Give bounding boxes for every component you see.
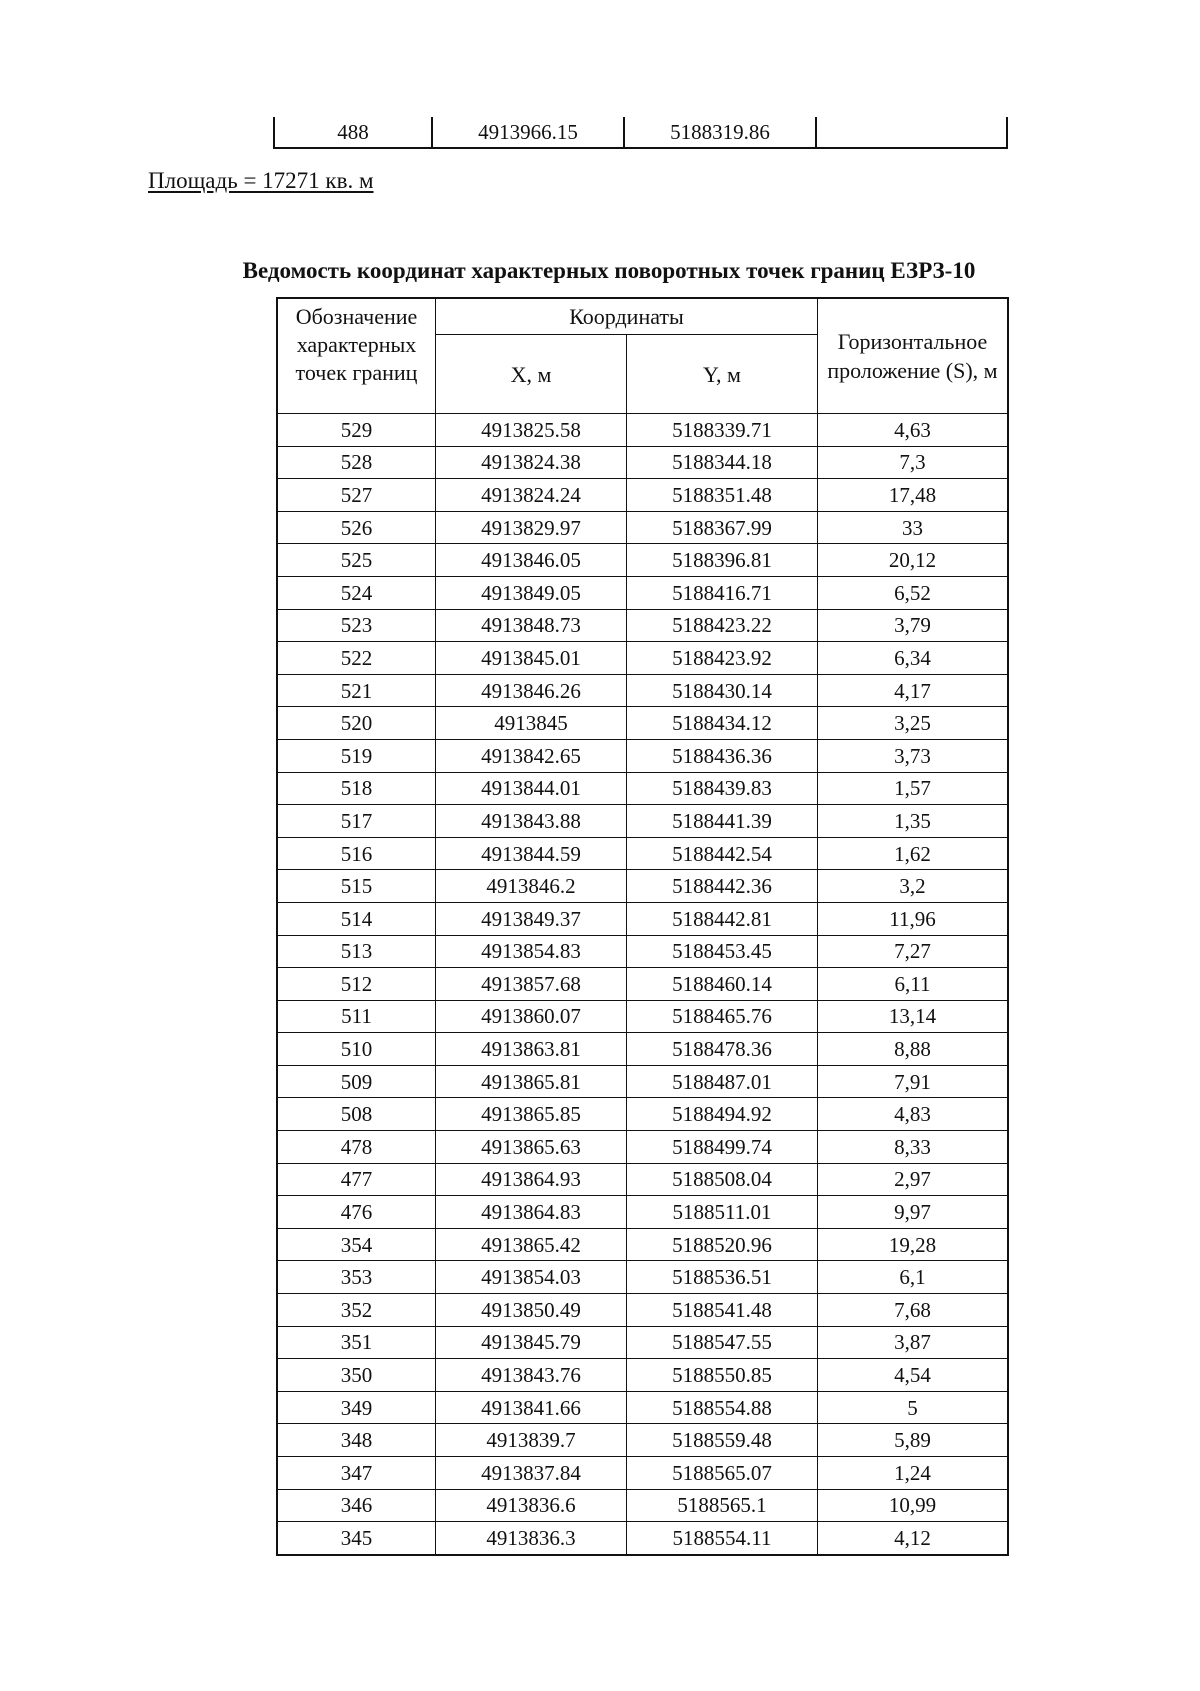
table-row [278, 805, 1008, 838]
table-row [278, 1261, 1008, 1294]
coordinates-group-header: Координаты [436, 299, 818, 335]
area-total: Площадь = 17271 кв. м [148, 168, 374, 193]
y-coordinate-cell: 5188319.86 [624, 117, 816, 148]
x-coordinate-cell: 4913865.85 [436, 1098, 627, 1131]
y-coordinate-cell: 5188478.36 [627, 1033, 818, 1066]
y-coordinate-cell: 5188442.36 [627, 870, 818, 903]
table-row [278, 1196, 1008, 1229]
point-number-cell: 351 [278, 1326, 436, 1359]
point-number-cell: 528 [278, 446, 436, 479]
distance-cell: 3,73 [818, 739, 1008, 772]
x-coordinate-cell: 4913841.66 [436, 1391, 627, 1424]
y-coordinate-cell: 5188367.99 [627, 511, 818, 544]
distance-cell: 13,14 [818, 1000, 1008, 1033]
y-coordinate-cell: 5188550.85 [627, 1359, 818, 1392]
distance-cell [816, 117, 1007, 148]
table-row [278, 1098, 1008, 1131]
y-coordinate-cell: 5188465.76 [627, 1000, 818, 1033]
distance-cell: 1,35 [818, 805, 1008, 838]
point-number-cell: 348 [278, 1424, 436, 1457]
table-row [278, 1489, 1008, 1522]
point-number-cell: 353 [278, 1261, 436, 1294]
point-number-cell: 522 [278, 642, 436, 675]
point-number-cell: 529 [278, 414, 436, 447]
point-number-cell: 516 [278, 837, 436, 870]
y-coordinate-cell: 5188423.22 [627, 609, 818, 642]
distance-cell: 3,79 [818, 609, 1008, 642]
y-column-header: Y, м [627, 335, 818, 414]
distance-cell: 1,57 [818, 772, 1008, 805]
point-number-cell: 521 [278, 674, 436, 707]
distance-cell: 4,63 [818, 414, 1008, 447]
point-number-cell: 488 [274, 117, 432, 148]
table-row [278, 1163, 1008, 1196]
point-number-cell: 510 [278, 1033, 436, 1066]
document-title: Ведомость координат характерных поворотных точек границ ЕЗРЗ-10 [242, 258, 976, 283]
x-coordinate-cell: 4913849.05 [436, 576, 627, 609]
y-coordinate-cell: 5188547.55 [627, 1326, 818, 1359]
table-row [278, 1359, 1008, 1392]
point-number-cell: 524 [278, 576, 436, 609]
y-coordinate-cell: 5188554.88 [627, 1391, 818, 1424]
table-row [278, 609, 1008, 642]
x-coordinate-cell: 4913966.15 [432, 117, 624, 148]
point-number-cell: 478 [278, 1131, 436, 1164]
distance-cell: 1,62 [818, 837, 1008, 870]
y-coordinate-cell: 5188565.1 [627, 1489, 818, 1522]
x-coordinate-cell: 4913829.97 [436, 511, 627, 544]
x-coordinate-cell: 4913844.59 [436, 837, 627, 870]
table-row [274, 117, 1007, 148]
point-number-cell: 512 [278, 968, 436, 1001]
y-coordinate-cell: 5188520.96 [627, 1228, 818, 1261]
horizontal-distance-header: Горизонтальное проложение (S), м [818, 299, 1008, 414]
distance-cell: 4,17 [818, 674, 1008, 707]
x-coordinate-cell: 4913864.83 [436, 1196, 627, 1229]
coordinates-table [277, 298, 1008, 1555]
distance-cell: 10,99 [818, 1489, 1008, 1522]
x-coordinate-cell: 4913845.01 [436, 642, 627, 675]
point-number-cell: 517 [278, 805, 436, 838]
table-row [278, 1033, 1008, 1066]
x-coordinate-cell: 4913825.58 [436, 414, 627, 447]
point-number-cell: 350 [278, 1359, 436, 1392]
distance-cell: 8,88 [818, 1033, 1008, 1066]
point-number-cell: 519 [278, 739, 436, 772]
y-coordinate-cell: 5188441.39 [627, 805, 818, 838]
table-row [278, 446, 1008, 479]
x-coordinate-cell: 4913844.01 [436, 772, 627, 805]
y-coordinate-cell: 5188344.18 [627, 446, 818, 479]
x-coordinate-cell: 4913846.2 [436, 870, 627, 903]
x-coordinate-cell: 4913843.76 [436, 1359, 627, 1392]
distance-cell: 7,3 [818, 446, 1008, 479]
x-coordinate-cell: 4913865.63 [436, 1131, 627, 1164]
y-coordinate-cell: 5188494.92 [627, 1098, 818, 1131]
x-coordinate-cell: 4913854.83 [436, 935, 627, 968]
table-row [278, 414, 1008, 447]
point-number-cell: 347 [278, 1457, 436, 1490]
distance-cell: 6,52 [818, 576, 1008, 609]
x-coordinate-cell: 4913839.7 [436, 1424, 627, 1457]
table-row [278, 1391, 1008, 1424]
distance-cell: 9,97 [818, 1196, 1008, 1229]
point-number-cell: 354 [278, 1228, 436, 1261]
x-coordinate-cell: 4913849.37 [436, 902, 627, 935]
x-coordinate-cell: 4913824.24 [436, 479, 627, 512]
x-coordinate-cell: 4913857.68 [436, 968, 627, 1001]
y-coordinate-cell: 5188423.92 [627, 642, 818, 675]
table-row [278, 479, 1008, 512]
table-row [278, 870, 1008, 903]
point-number-cell: 349 [278, 1391, 436, 1424]
table-row [278, 739, 1008, 772]
distance-cell: 4,12 [818, 1522, 1008, 1555]
point-number-cell: 518 [278, 772, 436, 805]
y-coordinate-cell: 5188416.71 [627, 576, 818, 609]
y-coordinate-cell: 5188554.11 [627, 1522, 818, 1555]
point-number-cell: 520 [278, 707, 436, 740]
point-number-cell: 345 [278, 1522, 436, 1555]
table-row [278, 1000, 1008, 1033]
x-coordinate-cell: 4913865.81 [436, 1065, 627, 1098]
table-row [278, 1131, 1008, 1164]
table-row [278, 1228, 1008, 1261]
y-coordinate-cell: 5188339.71 [627, 414, 818, 447]
y-coordinate-cell: 5188351.48 [627, 479, 818, 512]
x-coordinate-cell: 4913842.65 [436, 739, 627, 772]
distance-cell: 6,1 [818, 1261, 1008, 1294]
y-coordinate-cell: 5188460.14 [627, 968, 818, 1001]
x-coordinate-cell: 4913854.03 [436, 1261, 627, 1294]
distance-cell: 3,25 [818, 707, 1008, 740]
y-coordinate-cell: 5188439.83 [627, 772, 818, 805]
table-row [278, 1294, 1008, 1327]
point-number-cell: 515 [278, 870, 436, 903]
distance-cell: 4,83 [818, 1098, 1008, 1131]
table-body [278, 414, 1008, 1555]
table-row [278, 935, 1008, 968]
x-coordinate-cell: 4913843.88 [436, 805, 627, 838]
distance-cell: 19,28 [818, 1228, 1008, 1261]
y-coordinate-cell: 5188559.48 [627, 1424, 818, 1457]
x-coordinate-cell: 4913860.07 [436, 1000, 627, 1033]
distance-cell: 8,33 [818, 1131, 1008, 1164]
previous-table-tail [273, 117, 1008, 149]
x-coordinate-cell: 4913836.6 [436, 1489, 627, 1522]
table-row [278, 1326, 1008, 1359]
y-coordinate-cell: 5188396.81 [627, 544, 818, 577]
table-row [278, 772, 1008, 805]
distance-cell: 2,97 [818, 1163, 1008, 1196]
x-coordinate-cell: 4913845 [436, 707, 627, 740]
y-coordinate-cell: 5188565.07 [627, 1457, 818, 1490]
point-designation-header: Обозначение характерных точек границ [278, 299, 436, 414]
table-row [278, 707, 1008, 740]
point-number-cell: 527 [278, 479, 436, 512]
point-number-cell: 477 [278, 1163, 436, 1196]
table-row [278, 1065, 1008, 1098]
table-row [278, 642, 1008, 675]
point-number-cell: 346 [278, 1489, 436, 1522]
point-number-cell: 525 [278, 544, 436, 577]
point-number-cell: 508 [278, 1098, 436, 1131]
distance-cell: 5 [818, 1391, 1008, 1424]
point-number-cell: 352 [278, 1294, 436, 1327]
y-coordinate-cell: 5188511.01 [627, 1196, 818, 1229]
x-coordinate-cell: 4913850.49 [436, 1294, 627, 1327]
x-coordinate-cell: 4913864.93 [436, 1163, 627, 1196]
y-coordinate-cell: 5188442.81 [627, 902, 818, 935]
y-coordinate-cell: 5188453.45 [627, 935, 818, 968]
x-coordinate-cell: 4913865.42 [436, 1228, 627, 1261]
distance-cell: 11,96 [818, 902, 1008, 935]
table-row [278, 1457, 1008, 1490]
table-row [278, 1424, 1008, 1457]
distance-cell: 6,11 [818, 968, 1008, 1001]
distance-cell: 3,87 [818, 1326, 1008, 1359]
x-coordinate-cell: 4913863.81 [436, 1033, 627, 1066]
table-header [278, 299, 1008, 414]
point-number-cell: 526 [278, 511, 436, 544]
y-coordinate-cell: 5188436.36 [627, 739, 818, 772]
x-coordinate-cell: 4913848.73 [436, 609, 627, 642]
x-coordinate-cell: 4913824.38 [436, 446, 627, 479]
point-number-cell: 511 [278, 1000, 436, 1033]
x-column-header: X, м [436, 335, 627, 414]
y-coordinate-cell: 5188430.14 [627, 674, 818, 707]
table-row [278, 837, 1008, 870]
distance-cell: 33 [818, 511, 1008, 544]
distance-cell: 17,48 [818, 479, 1008, 512]
table-row [278, 511, 1008, 544]
distance-cell: 7,27 [818, 935, 1008, 968]
point-number-cell: 523 [278, 609, 436, 642]
y-coordinate-cell: 5188536.51 [627, 1261, 818, 1294]
point-number-cell: 514 [278, 902, 436, 935]
table-row [278, 674, 1008, 707]
x-coordinate-cell: 4913836.3 [436, 1522, 627, 1555]
distance-cell: 4,54 [818, 1359, 1008, 1392]
distance-cell: 6,34 [818, 642, 1008, 675]
table-row [278, 968, 1008, 1001]
y-coordinate-cell: 5188508.04 [627, 1163, 818, 1196]
x-coordinate-cell: 4913845.79 [436, 1326, 627, 1359]
y-coordinate-cell: 5188442.54 [627, 837, 818, 870]
table-row [278, 1522, 1008, 1555]
y-coordinate-cell: 5188487.01 [627, 1065, 818, 1098]
x-coordinate-cell: 4913846.26 [436, 674, 627, 707]
point-number-cell: 513 [278, 935, 436, 968]
x-coordinate-cell: 4913837.84 [436, 1457, 627, 1490]
point-number-cell: 509 [278, 1065, 436, 1098]
x-coordinate-cell: 4913846.05 [436, 544, 627, 577]
distance-cell: 5,89 [818, 1424, 1008, 1457]
distance-cell: 1,24 [818, 1457, 1008, 1490]
y-coordinate-cell: 5188499.74 [627, 1131, 818, 1164]
table-row [278, 902, 1008, 935]
y-coordinate-cell: 5188434.12 [627, 707, 818, 740]
point-number-cell: 476 [278, 1196, 436, 1229]
distance-cell: 20,12 [818, 544, 1008, 577]
y-coordinate-cell: 5188541.48 [627, 1294, 818, 1327]
table-row [278, 544, 1008, 577]
distance-cell: 7,91 [818, 1065, 1008, 1098]
distance-cell: 7,68 [818, 1294, 1008, 1327]
table-row [278, 576, 1008, 609]
distance-cell: 3,2 [818, 870, 1008, 903]
